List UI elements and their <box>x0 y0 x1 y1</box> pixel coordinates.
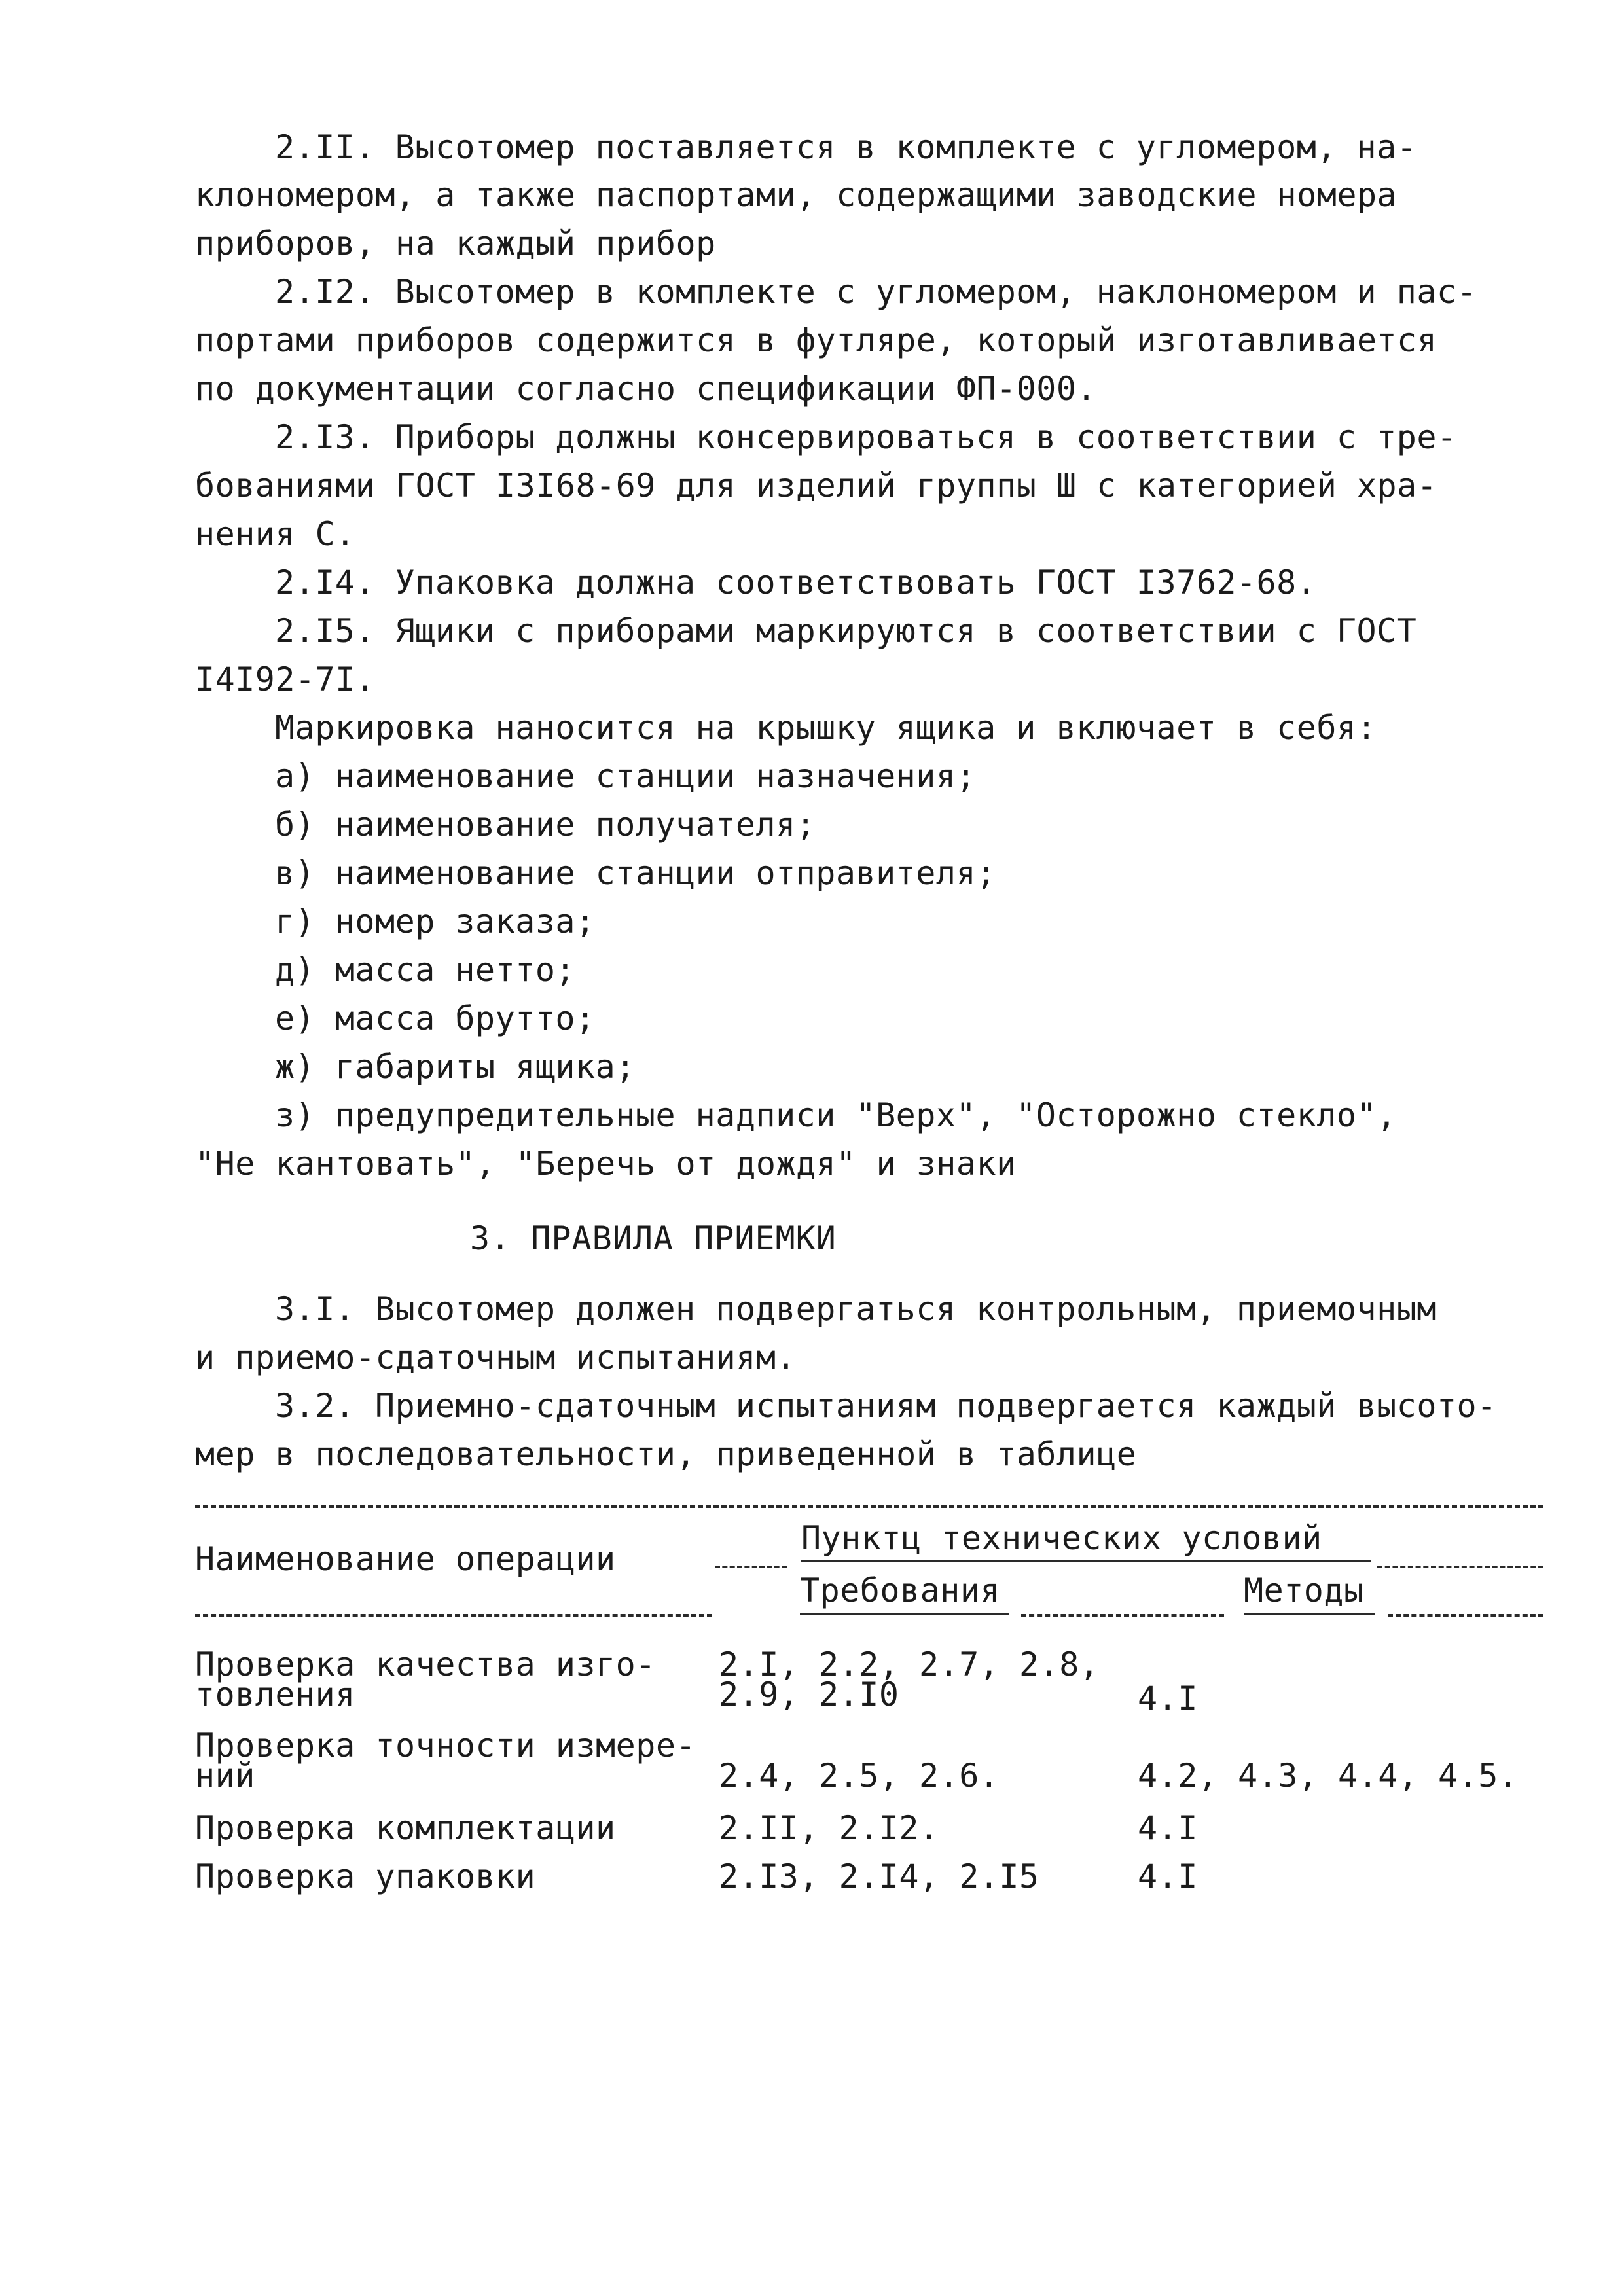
paragraph-2-14: 2.I4. Упаковка должна соответствовать ГОСТ I3762-68. <box>275 564 1317 601</box>
paragraph-2-11-line-1: 2.II. Высотомер поставляется в комплекте с угломером, на- <box>275 128 1417 166</box>
table-header-methods-underline <box>1244 1613 1375 1615</box>
table-header-dash-end <box>1388 1614 1543 1617</box>
paragraph-2-11-line-2: клономером, а также паспортами, содержащими заводские номера <box>195 176 1398 214</box>
paragraph-2-12-line-3: по документации согласно спецификации ФП-000. <box>195 370 1097 408</box>
table-header-dash-mid <box>1021 1614 1224 1617</box>
table-row-operation: ний <box>195 1757 255 1795</box>
table-row-requirements: 2.I, 2.2, 2.7, 2.8, <box>719 1645 1100 1683</box>
paragraph-3-2-line-1: 3.2. Приемно-сдаточным испытаниям подвергается каждый высото- <box>275 1387 1497 1425</box>
marking-item: з) предупредительные надписи "Верх", "Осторожно стекло", <box>275 1096 1397 1134</box>
paragraph-2-11-line-3: приборов, на каждый прибор <box>195 224 716 262</box>
marking-item: д) масса нетто; <box>275 951 576 989</box>
table-header-methods: Методы <box>1244 1571 1364 1609</box>
table-top-rule <box>195 1505 1543 1508</box>
paragraph-2-12-line-1: 2.I2. Высотомер в комплекте с угломером, наклономером и пас- <box>275 273 1477 311</box>
marking-item: е) масса брутто; <box>275 999 596 1037</box>
table-row-operation: Проверка упаковки <box>195 1857 536 1895</box>
paragraph-3-2-line-2: мер в последовательности, приведенной в таблице <box>195 1435 1137 1473</box>
table-header-dash-right <box>1377 1566 1543 1568</box>
marking-item: г) номер заказа; <box>275 903 596 941</box>
paragraph-2-13-line-1: 2.I3. Приборы должны консервироваться в соответствии с тре- <box>275 418 1457 456</box>
table-header-points-underline <box>801 1560 1371 1562</box>
marking-item: ж) габариты ящика; <box>275 1048 636 1086</box>
table-row-operation: Проверка качества изго- <box>195 1645 656 1683</box>
section-heading: 3. ПРАВИЛА ПРИЕМКИ <box>470 1219 837 1257</box>
table-row-methods: 4.I <box>1138 1809 1198 1847</box>
paragraph-2-12-line-2: портами приборов содержится в футляре, который изготавливается <box>195 321 1437 359</box>
paragraph-3-1-line-1: 3.I. Высотомер должен подвергаться контрольным, приемочным <box>275 1290 1437 1328</box>
paragraph-3-1-line-2: и приемо-сдаточным испытаниям. <box>195 1338 797 1376</box>
marking-item: б) наименование получателя; <box>275 806 816 844</box>
table-row-methods: 4.2, 4.3, 4.4, 4.5. <box>1138 1757 1519 1795</box>
table-header-bottom-rule <box>195 1614 712 1617</box>
table-header-requirements: Требования <box>800 1571 1001 1609</box>
marking-intro: Маркировка наносится на крышку ящика и включает в себя: <box>275 709 1377 747</box>
table-row-operation: Проверка комплектации <box>195 1809 616 1847</box>
marking-item: а) наименование станции назначения; <box>275 757 977 795</box>
table-row-requirements: 2.9, 2.I0 <box>719 1676 899 1713</box>
table-header-requirements-underline <box>800 1613 1009 1615</box>
marking-tail: "Не кантовать", "Беречь от дождя" и знаки <box>195 1145 1017 1183</box>
paragraph-2-13-line-3: нения С. <box>195 515 355 553</box>
table-header-operation: Наименование операции <box>195 1540 616 1578</box>
paragraph-2-15-line-2: I4I92-7I. <box>195 660 376 698</box>
table-row-methods: 4.I <box>1138 1857 1198 1895</box>
paragraph-2-15-line-1: 2.I5. Ящики с приборами маркируются в соответствии с ГОСТ <box>275 612 1417 650</box>
table-row-operation: Проверка точности измере- <box>195 1727 696 1765</box>
table-header-dash-left <box>715 1566 787 1568</box>
table-row-methods: 4.I <box>1138 1679 1198 1717</box>
table-header-points: Пунктц технических условий <box>801 1519 1322 1557</box>
table-row-requirements: 2.4, 2.5, 2.6. <box>719 1757 1000 1795</box>
table-row-requirements: 2.I3, 2.I4, 2.I5 <box>719 1857 1039 1895</box>
paragraph-2-13-line-2: бованиями ГОСТ I3I68-69 для изделий группы Ш с категорией хра- <box>195 467 1437 505</box>
marking-item: в) наименование станции отправителя; <box>275 854 996 892</box>
table-row-requirements: 2.II, 2.I2. <box>719 1809 939 1847</box>
table-row-operation: товления <box>195 1676 355 1713</box>
